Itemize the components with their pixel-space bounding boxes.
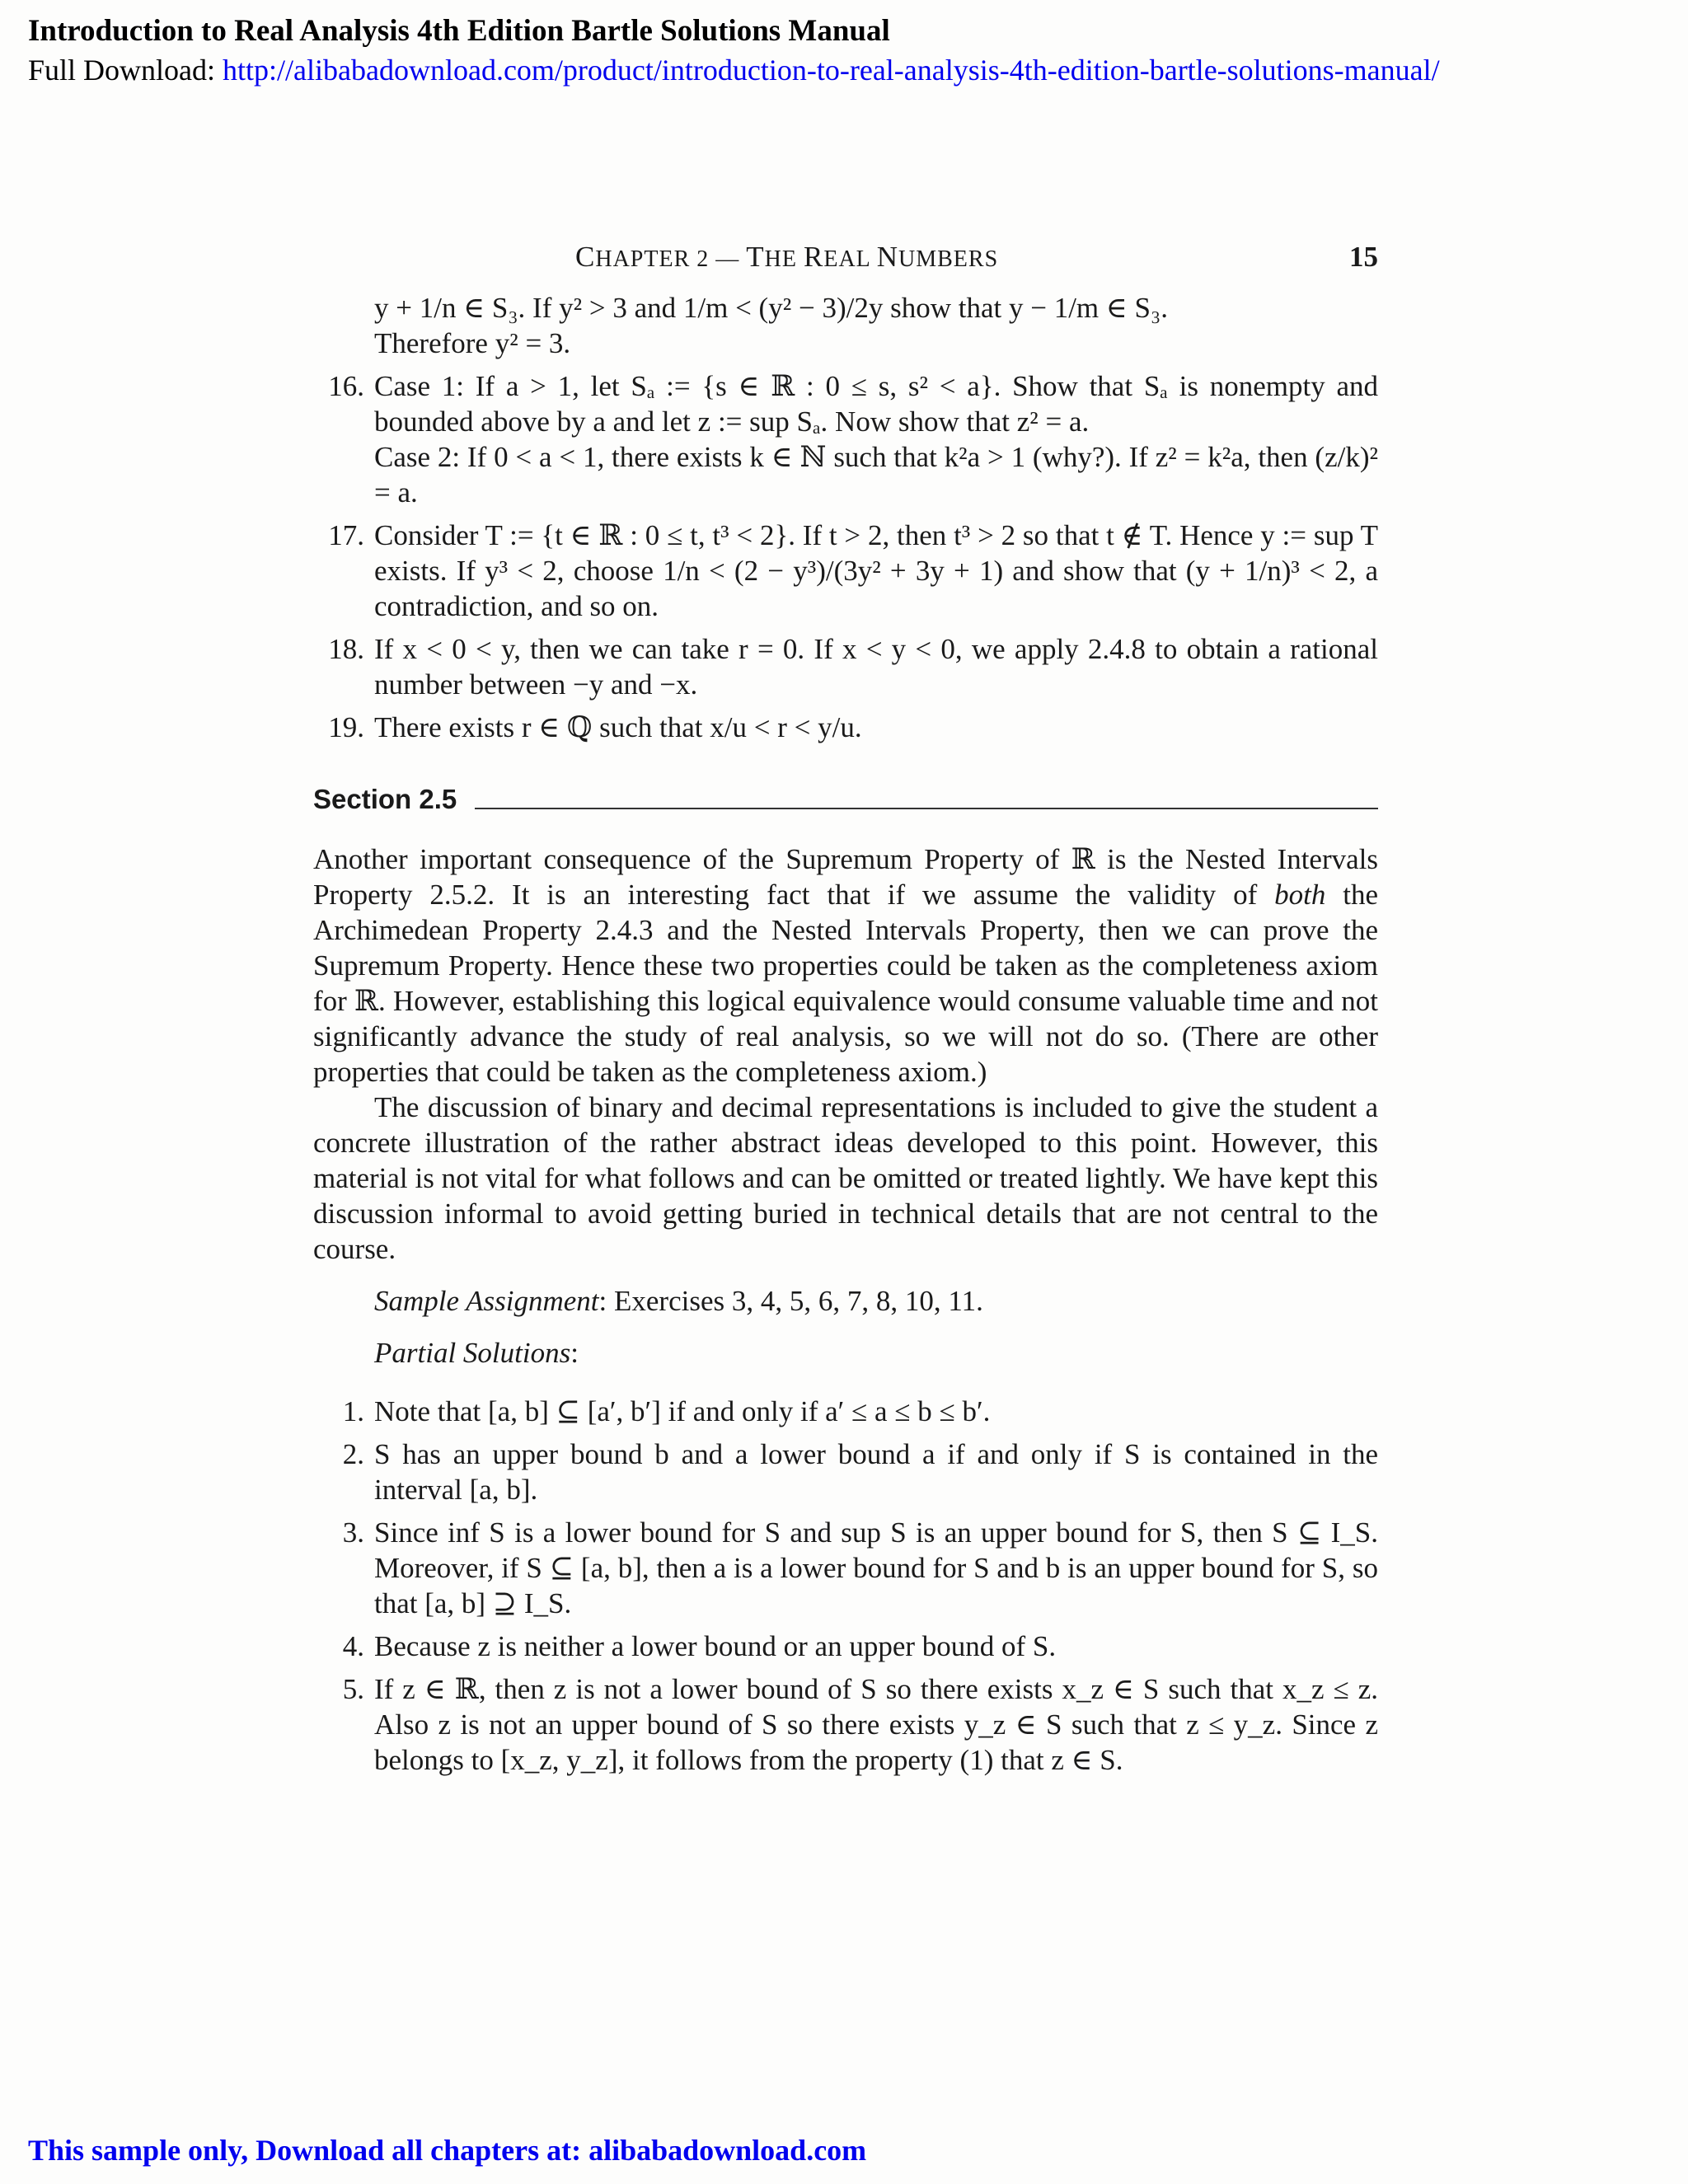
solution-3 <box>313 1515 1378 1621</box>
solution-text: If z ∈ ℝ, then z is not a lower bound of S so there exists x_z ∈ S such that x_z ≤ z. Also z is not an upper bound of S so there exists y_z ∈ S such that z ≤ y_z. Since z belongs to [x_z, y_z], it follows from the property (1) that z ∈ S. <box>374 1673 1378 1776</box>
section-paragraph-1: Another important consequence of the Supremum Property of ℝ is the Nested Intervals Property 2.5.2. It is an interesting fact that if we assume the validity of both the Archimedean Property 2.4.3 and the Nested Intervals Property, then we can prove the Supremum Property. Hence these two properties could be taken as the completeness axiom for ℝ. However, establishing this logical equivalence would consume valuable time and not significantly advance the study of real analysis, so we will not do so. (There are other properties that could be taken as the completeness axiom.) <box>313 843 1378 1088</box>
solution-number: 2. <box>342 1438 364 1470</box>
exercise-number: 19. <box>328 711 364 743</box>
exercise-18 <box>313 631 1378 702</box>
exercise-number: 16. <box>328 370 364 402</box>
solution-number: 4. <box>342 1630 364 1662</box>
solution-number: 5. <box>342 1673 364 1705</box>
section-heading <box>313 781 1378 817</box>
continuation-line-2: Therefore y² = 3. <box>374 327 571 359</box>
page-number: 15 <box>1349 241 1378 273</box>
exercise-text: If x < 0 < y, then we can take r = 0. If x < y < 0, we apply 2.4.8 to obtain a rational number between −y and −x. <box>374 633 1378 701</box>
emphasis-both: both <box>1274 879 1326 911</box>
banner-title: Introduction to Real Analysis 4th Edition Bartle Solutions Manual <box>28 14 890 48</box>
exercise-text-case2: Case 2: If 0 < a < 1, there exists k ∈ ℕ such that k²a > 1 (why?). If z² = k²a, then (z/k)² = a. <box>374 441 1378 509</box>
manual-page <box>313 239 1378 1785</box>
exercise-16 <box>313 368 1378 510</box>
exercise-17 <box>313 518 1378 624</box>
exercise-text: Consider T := {t ∈ ℝ : 0 ≤ t, t³ < 2}. If t > 2, then t³ > 2 so that t ∉ T. Hence y := sup T exists. If y³ < 2, choose 1/n < (2 − y³)/(3y² + 3y + 1) and show that (y + 1/n)³ < 2, a contradiction, and so on. <box>374 519 1378 622</box>
sample-text: : Exercises 3, 4, 5, 6, 7, 8, 10, 11. <box>598 1285 983 1317</box>
exercise-number: 18. <box>328 633 364 665</box>
download-label: Full Download: <box>28 54 223 87</box>
section-paragraph-2: The discussion of binary and decimal representations is included to give the student a concrete illustration of the rather abstract ideas developed to this point. However, this material is not vital for what follows and can be omitted or treated lightly. We have kept this discussion informal to avoid getting buried in technical details that are not central to the course. <box>313 1091 1378 1265</box>
sample-label: Sample Assignment <box>374 1285 599 1317</box>
solution-text: Because z is neither a lower bound or an upper bound of S. <box>374 1630 1057 1662</box>
solution-text: S has an upper bound b and a lower bound a if and only if S is contained in the interval [a, b]. <box>374 1438 1378 1506</box>
solution-4 <box>313 1629 1378 1664</box>
solution-number: 1. <box>342 1395 364 1427</box>
solution-5 <box>313 1671 1378 1778</box>
solution-1 <box>313 1394 1378 1429</box>
solution-text: Since inf S is a lower bound for S and sup S is an upper bound for S, then S ⊆ I_S. Moreover, if S ⊆ [a, b], then a is a lower bound for S and b is an upper bound for S, so that [a, b] ⊇ I_S. <box>374 1516 1378 1619</box>
footer-promo[interactable]: This sample only, Download all chapters at: alibabadownload.com <box>28 2134 867 2167</box>
exercise-19 <box>313 710 1378 745</box>
solution-text: Note that [a, b] ⊆ [a′, b′] if and only if a′ ≤ a ≤ b ≤ b′. <box>374 1395 991 1427</box>
exercise-text: Case 1: If a > 1, let Sₐ := {s ∈ ℝ : 0 ≤ s, s² < a}. Show that Sₐ is nonempty and bounded above by a and let z := sup Sₐ. Now show that z² = a. <box>374 370 1378 438</box>
section-rule <box>475 808 1378 809</box>
continuation-line-1: y + 1/n ∈ S₃. If y² > 3 and 1/m < (y² − 3)/2y show that y − 1/m ∈ S₃. <box>374 292 1168 324</box>
exercise-continuation <box>313 290 1378 361</box>
download-link[interactable]: http://alibabadownload.com/product/introduction-to-real-analysis-4th-edition-bartle-solutions-manual/ <box>223 54 1440 87</box>
download-line <box>28 53 1440 87</box>
solution-number: 3. <box>342 1516 364 1549</box>
exercise-text: There exists r ∈ ℚ such that x/u < r < y/u. <box>374 711 862 743</box>
running-head <box>313 239 1378 275</box>
sample-assignment <box>313 1283 1378 1319</box>
exercise-number: 17. <box>328 519 364 551</box>
section-title: Section 2.5 <box>313 784 457 814</box>
solution-2 <box>313 1436 1378 1507</box>
partial-solutions-heading: Partial Solutions: <box>374 1337 579 1369</box>
chapter-title: CHAPTER 2 — THE REAL NUMBERS <box>575 241 999 273</box>
